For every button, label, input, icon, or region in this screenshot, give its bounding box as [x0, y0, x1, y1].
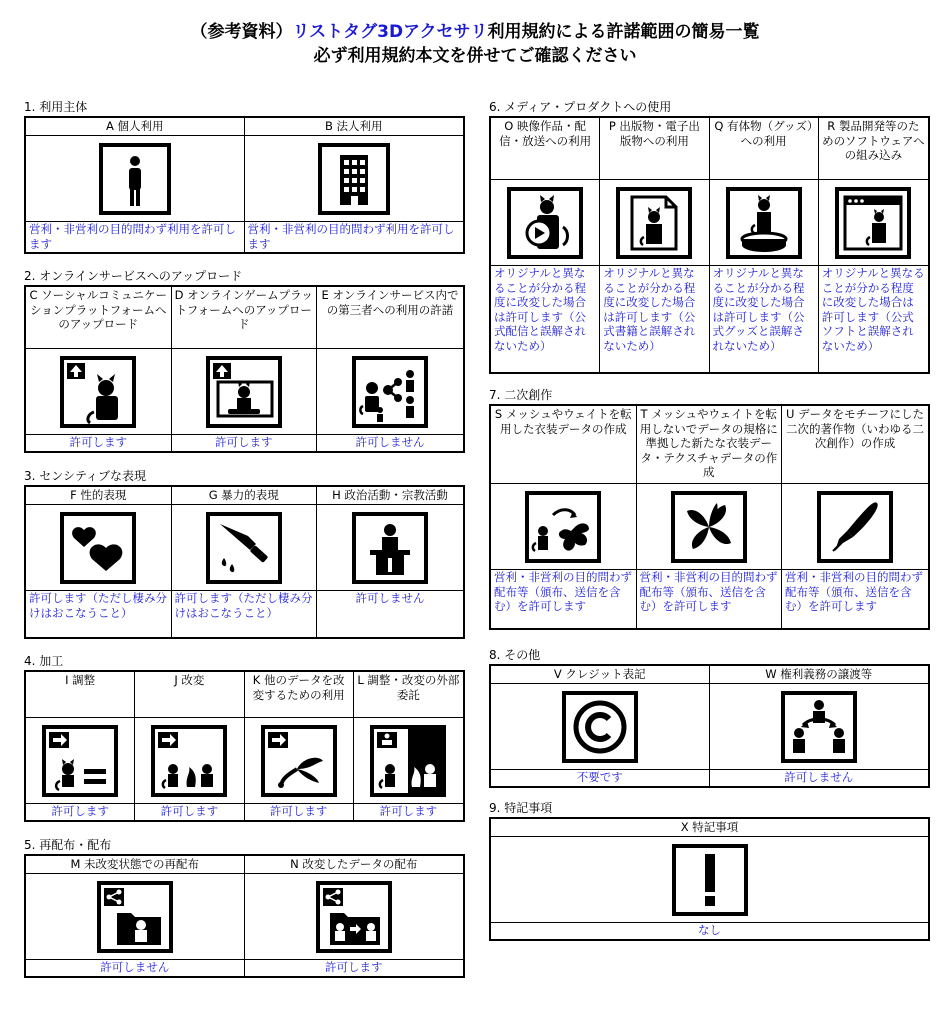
item-header: I 調整 [26, 672, 134, 718]
section-sensitive [24, 468, 465, 639]
item-o [491, 118, 600, 372]
item-header: V クレジット表記 [491, 666, 709, 684]
copyright-icon [491, 684, 709, 770]
publication-icon [600, 180, 708, 266]
software-icon [819, 180, 928, 266]
item-header: S メッシュやウェイトを転用した衣装データの作成 [491, 406, 636, 484]
building-icon [245, 136, 464, 222]
item-m [26, 856, 245, 976]
section-title: 3. センシティブな表現 [24, 469, 147, 483]
section-title: 7. 二次創作 [489, 388, 553, 402]
item-j [135, 672, 244, 820]
item-result: 営利・非営利の目的問わず利用を許可します [29, 222, 236, 251]
item-header: T メッシュやウェイトを転用しないでデータの規格に準拠した新たな衣装データ・テクスチャデータの作成 [637, 406, 782, 484]
item-u [782, 406, 928, 628]
item-header: C ソーシャルコミュニケーションプラットフォームへのアップロード [26, 287, 171, 349]
item-p [600, 118, 709, 372]
item-l [354, 672, 463, 820]
mesh-transfer-icon [491, 484, 636, 570]
item-result: なし [698, 923, 721, 937]
item-x [491, 819, 928, 939]
item-result: オリジナルと異なることが分かる程度に改変した場合は許可します（公式配信と誤解されないため） [494, 266, 586, 353]
item-header: E オンラインサービス内での第三者への利用の許諾 [317, 287, 463, 349]
section-media-products [489, 99, 930, 374]
item-r [819, 118, 928, 372]
item-result: 許可します（ただし棲み分けはおこなうこと） [29, 591, 167, 620]
item-result: 営利・非営利の目的問わず配布等（頒布、送信を含む）を許可します [494, 570, 632, 613]
item-header: G 暴力的表現 [172, 487, 317, 505]
item-result: オリジナルと異なることが分かる程度に改変した場合は許可します（公式ソフトと誤解されないため） [821, 266, 925, 353]
item-s [491, 406, 637, 628]
item-e [317, 287, 463, 451]
item-d [172, 287, 318, 451]
page-subtitle: 必ず利用規約本文を併せてご確認ください [313, 46, 637, 66]
section-grid [24, 116, 465, 254]
item-result: 営利・非営利の目的問わず配布等（頒布、送信を含む）を許可します [639, 570, 778, 613]
share-cat-icon [317, 349, 463, 435]
section-grid [24, 670, 465, 822]
upload-cat-icon [26, 349, 171, 435]
title-prefix: （参考資料） [190, 22, 293, 42]
podium-icon [317, 505, 463, 591]
section-grid [24, 485, 465, 639]
item-result: 許可しません [784, 770, 854, 784]
item-result: オリジナルと異なることが分かる程度に改変した場合は許可します（公式グッズと誤解されないため） [712, 266, 805, 353]
section-online-upload [24, 268, 465, 453]
item-result: 許可しません [355, 435, 425, 449]
use-for-other-icon [245, 718, 353, 804]
item-header: K 他のデータを改変するための利用 [245, 672, 353, 718]
video-cat-icon [491, 180, 599, 266]
section-title: 4. 加工 [24, 654, 64, 668]
section-grid [24, 854, 465, 978]
person-icon [26, 136, 244, 222]
item-a [26, 118, 245, 252]
item-b [245, 118, 464, 252]
item-header: O 映像作品・配信・放送への利用 [491, 118, 599, 180]
item-c [26, 287, 172, 451]
section-title: 5. 再配布・配布 [24, 838, 112, 852]
share-modified-icon [245, 874, 464, 960]
section-grid [489, 817, 930, 941]
page-title [0, 20, 950, 44]
item-result: 営利・非営利の目的問わず利用を許可します [247, 222, 455, 251]
item-header: P 出版物・電子出版物への利用 [600, 118, 708, 180]
item-header: M 未改変状態での再配布 [26, 856, 244, 874]
item-result: 許可します [160, 804, 219, 818]
section-title: 9. 特記事項 [489, 801, 553, 815]
item-result: 許可します [215, 435, 273, 449]
item-result: 許可します [269, 804, 328, 818]
section-grid [489, 404, 930, 630]
item-n [245, 856, 464, 976]
section-processing [24, 653, 465, 822]
section-grid [489, 664, 930, 788]
share-folder-icon [26, 874, 244, 960]
adjust-icon [26, 718, 134, 804]
title-suffix: 利用規約による許諾範囲の簡易一覧 [487, 22, 760, 42]
transfer-rights-icon [710, 684, 929, 770]
pen-icon [782, 484, 928, 570]
flower-icon [637, 484, 782, 570]
item-v [491, 666, 710, 786]
item-g [172, 487, 318, 637]
item-result: 営利・非営利の目的問わず配布等（頒布、送信を含む）を許可します [785, 570, 924, 613]
item-header: X 特記事項 [491, 819, 928, 837]
item-result: 許可しません [355, 591, 425, 605]
item-result: 不要です [576, 770, 623, 784]
item-result: 許可します [51, 804, 109, 818]
item-result: オリジナルと異なることが分かる程度に改変した場合は許可します（公式書籍と誤解されないため） [603, 266, 696, 353]
item-result: 許可します [69, 435, 127, 449]
item-header: B 法人利用 [245, 118, 464, 136]
section-redistribution [24, 837, 465, 978]
title-product: リストタグ3Dアクセサリ [292, 22, 488, 42]
section-title: 2. オンラインサービスへのアップロード [24, 269, 243, 283]
section-other [489, 647, 930, 788]
outsource-icon [354, 718, 463, 804]
item-k [245, 672, 354, 820]
item-header: N 改変したデータの配布 [245, 856, 464, 874]
item-header: Q 有体物（グッズ）への利用 [710, 118, 818, 180]
item-result: 許可します（ただし棲み分けはおこなうこと） [174, 591, 313, 620]
section-grid [489, 116, 930, 374]
section-special-notes [489, 800, 930, 941]
exclamation-icon [491, 837, 928, 923]
item-result: 許可します [325, 960, 383, 974]
item-q [710, 118, 819, 372]
item-header: H 政治活動・宗教活動 [317, 487, 463, 505]
section-title: 6. メディア・プロダクトへの使用 [489, 100, 672, 114]
item-t [637, 406, 783, 628]
section-title: 1. 利用主体 [24, 100, 88, 114]
section-title: 8. その他 [489, 648, 541, 662]
item-header: W 権利義務の譲渡等 [710, 666, 929, 684]
item-result: 許可しません [100, 960, 170, 974]
upload-game-icon [172, 349, 317, 435]
item-header: J 改変 [135, 672, 243, 718]
item-header: R 製品開発等のためのソフトウェアへの組み込み [819, 118, 928, 180]
item-header: D オンラインゲームプラットフォームへのアップロード [172, 287, 317, 349]
figure-icon [710, 180, 818, 266]
section-usage-subject [24, 99, 465, 254]
hearts-icon [26, 505, 171, 591]
item-header: L 調整・改変の外部委託 [354, 672, 463, 718]
item-w [710, 666, 929, 786]
item-header: U データをモチーフにした二次的著作物（いわゆる二次創作）の作成 [782, 406, 928, 484]
item-result: 許可します [379, 804, 438, 818]
section-derivative-works [489, 387, 930, 630]
item-header: A 個人利用 [26, 118, 244, 136]
item-f [26, 487, 172, 637]
item-h [317, 487, 463, 637]
knife-icon [172, 505, 317, 591]
section-grid [24, 285, 465, 453]
modify-icon [135, 718, 243, 804]
item-i [26, 672, 135, 820]
item-header: F 性的表現 [26, 487, 171, 505]
